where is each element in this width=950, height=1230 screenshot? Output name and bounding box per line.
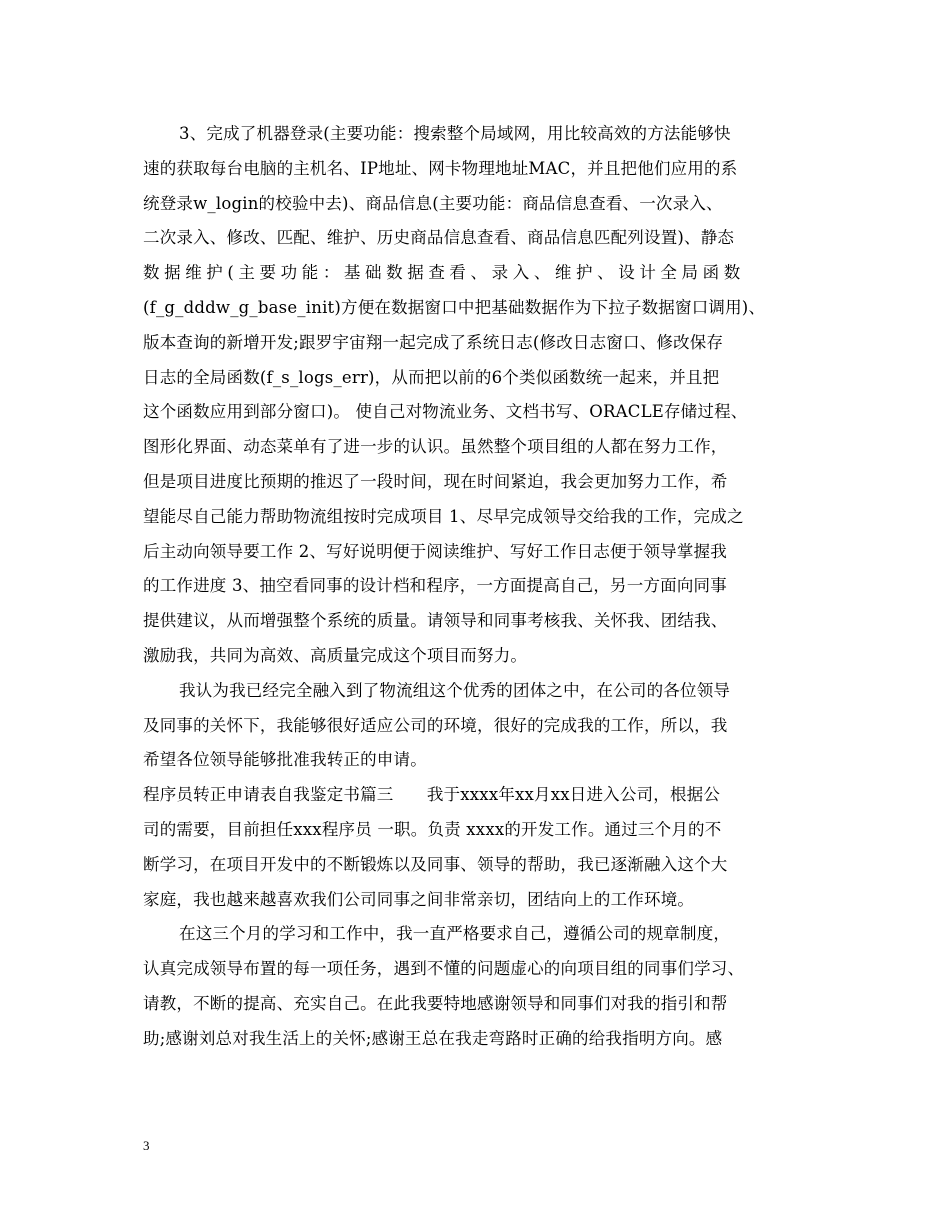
text-line: 的工作进度 3、抽空看同事的设计档和程序，一方面提高自己，另一方面向同事 xyxy=(143,576,727,596)
text-line: 及同事的关怀下，我能够很好适应公司的环境，很好的完成我的工作，所以，我 xyxy=(143,715,728,735)
text-line: 望能尽自己能力帮助物流组按时完成项目 1、尽早完成领导交给我的工作，完成之 xyxy=(143,506,744,526)
text-line: 这个函数应用到部分窗口)。 使自己对物流业务、文档书写、ORACLE存储过程、 xyxy=(143,402,748,422)
text-line: 认真完成领导布置的每一项任务，遇到不懂的问题虚心的向项目组的同事们学习、 xyxy=(143,959,745,979)
section-heading-line: 程序员转正申请表自我鉴定书篇三 我于xxxx年xx月xx日进入公司，根据公 xyxy=(143,785,721,805)
text-line: 后主动向领导要工作 2、写好说明便于阅读维护、写好工作日志便于领导掌握我 xyxy=(143,541,727,561)
text-line: 提供建议，从而增强整个系统的质量。请领导和同事考核我、关怀我、团结我、 xyxy=(143,611,728,631)
text-line: 图形化界面、动态菜单有了进一步的认识。虽然整个项目组的人都在努力工作， xyxy=(143,437,728,457)
text-line: 家庭，我也越来越喜欢我们公司同事之间非常亲切，团结向上的工作环境。 xyxy=(143,889,695,909)
text-line: 速的获取每台电脑的主机名、IP地址、网卡物理地址MAC，并且把他们应用的系 xyxy=(143,158,738,178)
text-line: (f_g_dddw_g_base_init)方便在数据窗口中把基础数据作为下拉子数据窗口调用)、 xyxy=(143,297,766,317)
text-line: 希望各位领导能够批准我转正的申请。 xyxy=(143,750,427,770)
text-line: 激励我，共同为高效、高质量完成这个项目而努力。 xyxy=(143,645,528,665)
text-line: 在这三个月的学习和工作中，我一直严格要求自己，遵循公司的规章制度， xyxy=(179,924,731,944)
text-line: 请教，不断的提高、充实自己。在此我要特地感谢领导和同事们对我的指引和帮 xyxy=(143,993,728,1013)
text-line: 助;感谢刘总对我生活上的关怀;感谢王总在我走弯路时正确的给我指明方向。感 xyxy=(143,1028,723,1048)
body-text xyxy=(143,117,818,1057)
text-line: 司的需要，目前担任xxx程序员 一职。负责 xxxx的开发工作。通过三个月的不 xyxy=(143,819,722,839)
text-line: 统登录w_login的校验中去)、商品信息(主要功能：商品信息查看、一次录入、 xyxy=(143,193,723,213)
text-line: 数据维护(主要功能：基础数据查看、录入、维护、设计全局函数 xyxy=(143,263,745,283)
text-line: 断学习，在项目开发中的不断锻炼以及同事、领导的帮助，我已逐渐融入这个大 xyxy=(143,854,728,874)
text-line: 但是项目进度比预期的推迟了一段时间，现在时间紧迫，我会更加努力工作，希 xyxy=(143,471,728,491)
text-line: 版本查询的新增开发;跟罗宇宙翔一起完成了系统日志(修改日志窗口、修改保存 xyxy=(143,332,724,352)
page-number: 3 xyxy=(143,1138,150,1153)
text-line: 我认为我已经完全融入到了物流组这个优秀的团体之中，在公司的各位领导 xyxy=(179,680,731,700)
text-line: 二次录入、修改、匹配、维护、历史商品信息查看、商品信息匹配列设置)、静态 xyxy=(143,228,735,248)
text-line: 日志的全局函数(f_s_logs_err)，从而把以前的6个类似函数统一起来，并且把 xyxy=(143,367,720,387)
text-line: 3、完成了机器登录(主要功能：搜索整个局域网，用比较高效的方法能够快 xyxy=(179,124,731,143)
